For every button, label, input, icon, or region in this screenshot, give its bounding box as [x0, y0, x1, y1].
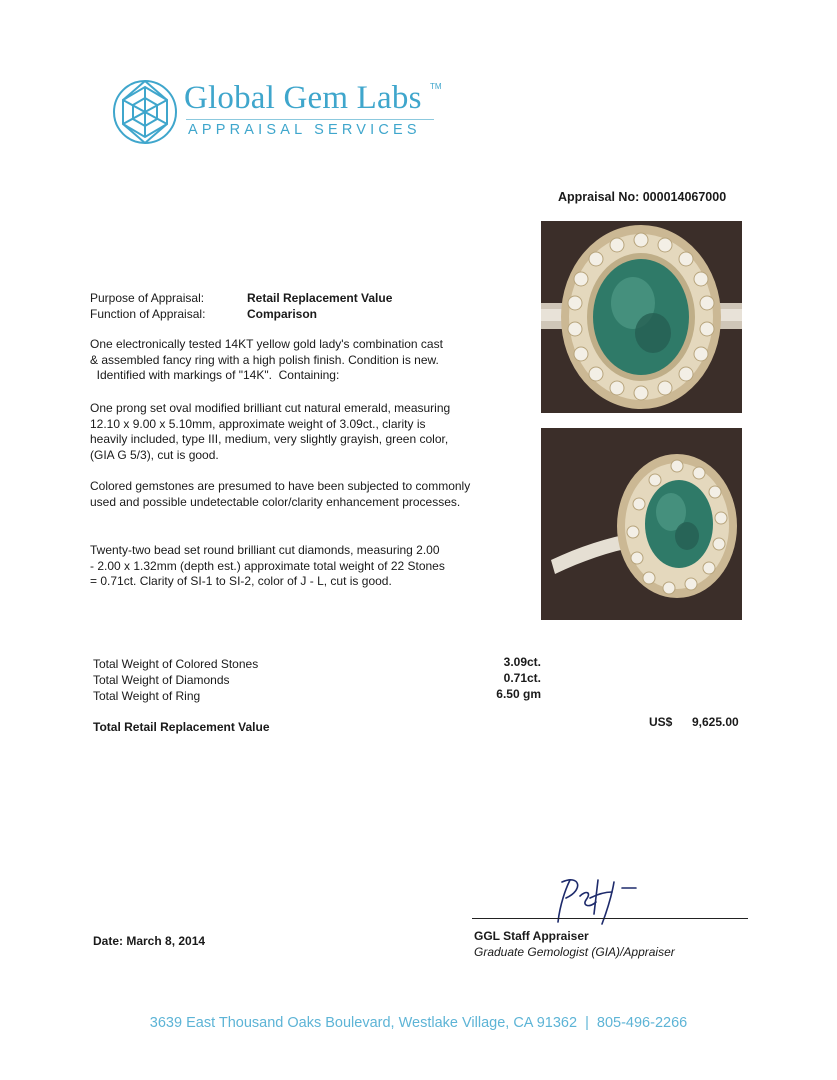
- signature-line: [472, 918, 748, 919]
- function-label: Function of Appraisal:: [90, 307, 206, 321]
- retail-value-amount: 9,625.00: [692, 715, 739, 729]
- diamond-line: Twenty-two bead set round brilliant cut diamonds, measuring 2.00: [90, 543, 440, 557]
- colored-stones-weight-label: Total Weight of Colored Stones: [93, 657, 259, 671]
- diamonds-weight-value: 0.71ct.: [503, 671, 541, 685]
- logo-divider: [186, 119, 434, 120]
- ring-photo-top: [541, 221, 742, 413]
- footer-address: 3639 East Thousand Oaks Boulevard, Westlake Village, CA 91362 | 805-496-2266: [149, 1015, 688, 1031]
- appraisal-date: Date: March 8, 2014: [93, 934, 206, 948]
- currency-label: US$: [649, 715, 673, 729]
- retail-value-label: Total Retail Replacement Value: [93, 720, 270, 734]
- company-name: Global Gem Labs: [184, 80, 422, 116]
- emerald-line: One prong set oval modified brilliant cut natural emerald, measuring: [90, 401, 451, 415]
- ring-weight-value: 6.50 gm: [496, 687, 541, 701]
- emerald-line: (GIA G 5/3), cut is good.: [90, 447, 219, 462]
- emerald-line: 12.10 x 9.00 x 5.10mm, approximate weight of 3.09ct., clarity is: [90, 416, 426, 431]
- appraiser-credential: Graduate Gemologist (GIA)/Appraiser: [474, 945, 675, 959]
- ring-weight-label: Total Weight of Ring: [93, 689, 201, 703]
- appraisal-number: Appraisal No: 000014067000: [558, 190, 727, 204]
- emerald-line: heavily included, type III, medium, very slightly grayish, green color,: [90, 432, 449, 446]
- function-value: Comparison: [247, 307, 318, 321]
- appraiser-signature: [540, 868, 650, 928]
- item-description: [90, 337, 443, 384]
- purpose-label: Purpose of Appraisal:: [90, 291, 205, 305]
- purpose-value: Retail Replacement Value: [247, 291, 393, 305]
- diamond-line: = 0.71ct. Clarity of SI-1 to SI-2, color of J - L, cut is good.: [90, 574, 392, 588]
- item-line: Identified with markings of "14K". Containing:: [90, 368, 340, 382]
- trademark-mark: TM: [430, 82, 442, 91]
- company-subtitle: APPRAISAL SERVICES: [188, 122, 421, 138]
- diamonds-weight-label: Total Weight of Diamonds: [93, 673, 230, 687]
- item-line: & assembled fancy ring with a high polish finish. Condition is new.: [90, 352, 439, 367]
- diamond-description: [90, 543, 445, 590]
- enhancement-disclaimer: [90, 479, 470, 510]
- appraiser-title: GGL Staff Appraiser: [474, 929, 589, 943]
- item-line: One electronically tested 14KT yellow gold lady's combination cast: [90, 337, 443, 351]
- ring-photo-angle: [541, 428, 742, 620]
- diamond-line: - 2.00 x 1.32mm (depth est.) approximate total weight of 22 Stones: [90, 558, 445, 573]
- emerald-description: [90, 401, 450, 463]
- disclaimer-line: Colored gemstones are presumed to have been subjected to commonly: [90, 479, 471, 493]
- gem-logo-icon: [111, 78, 179, 146]
- colored-stones-weight-value: 3.09ct.: [503, 655, 541, 669]
- disclaimer-line: used and possible undetectable color/clarity enhancement processes.: [90, 494, 461, 509]
